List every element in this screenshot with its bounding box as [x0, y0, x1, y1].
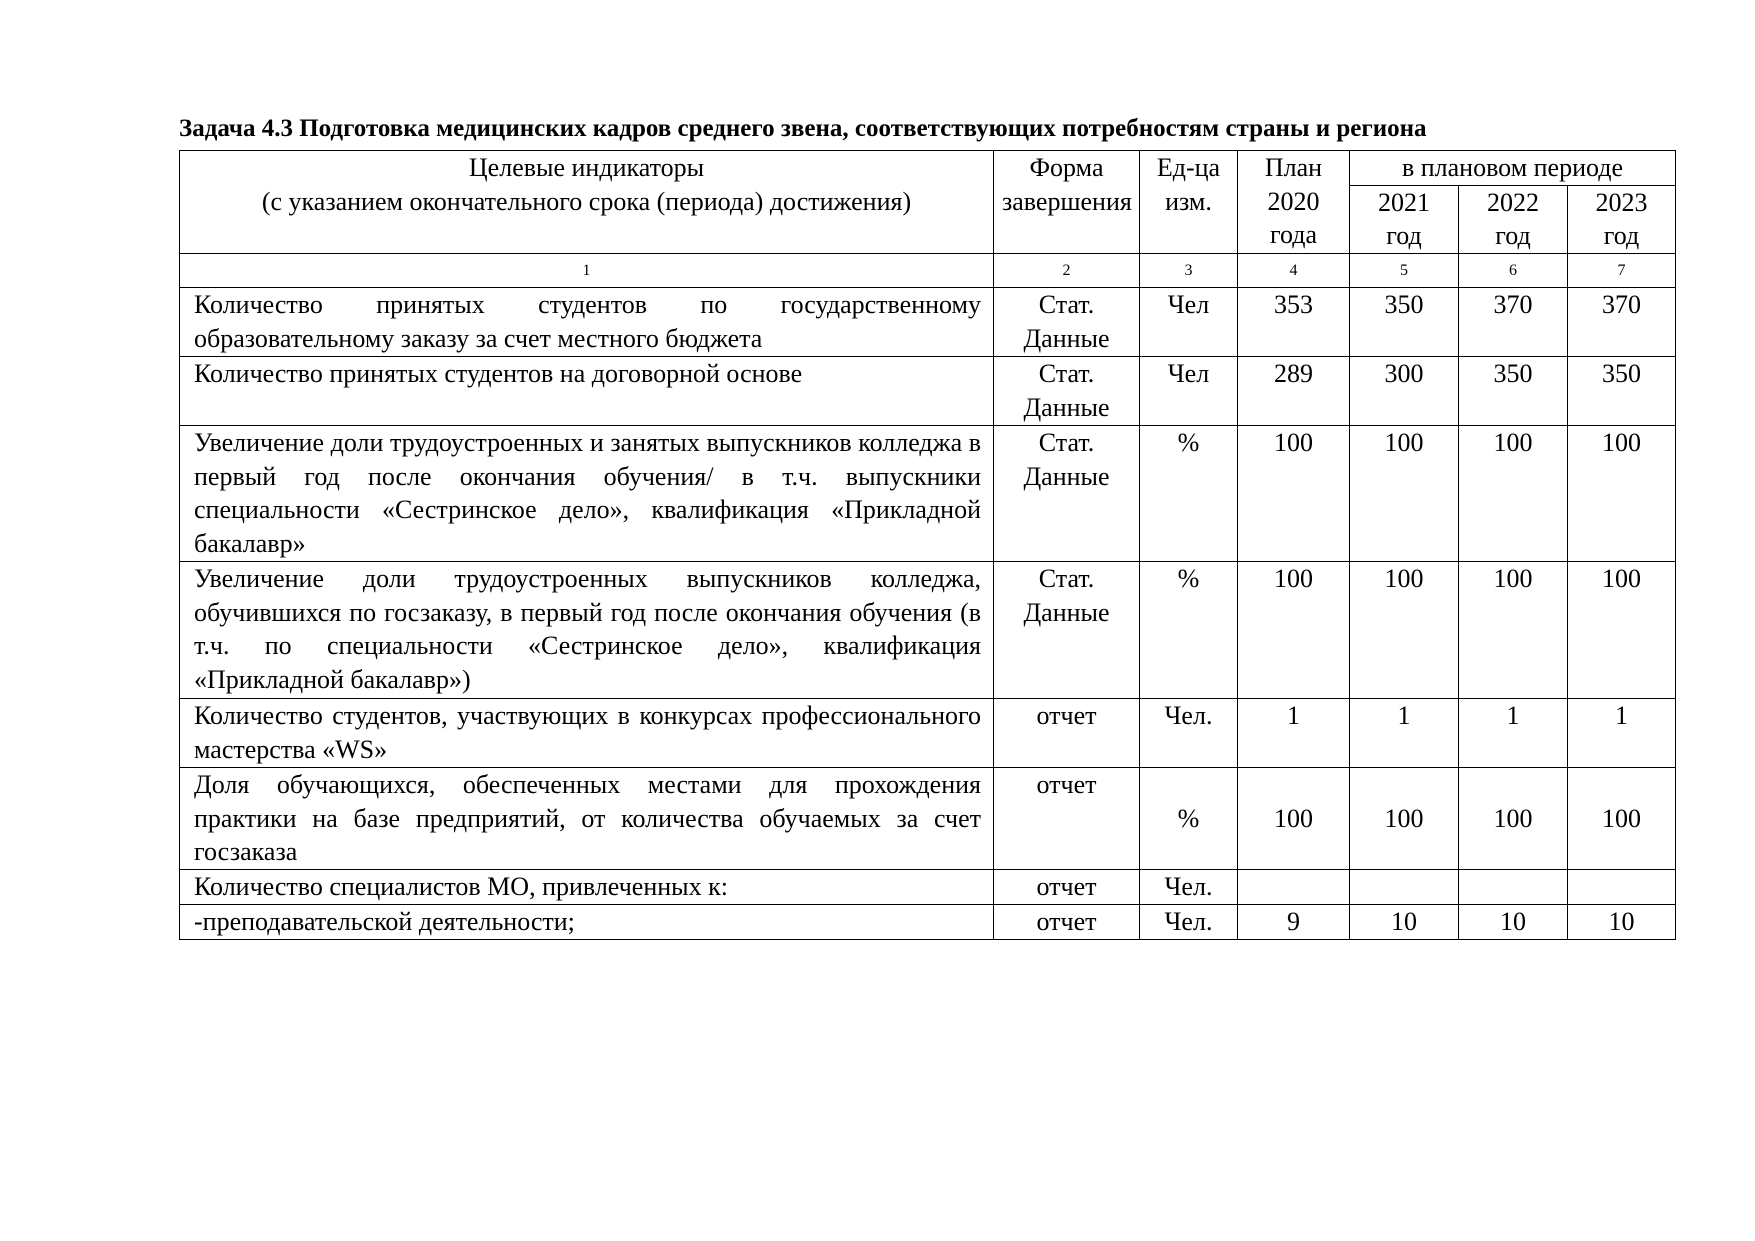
plan-cell: 9 [1238, 905, 1350, 940]
column-numbers-row [180, 253, 1676, 288]
unit-cell: % [1140, 562, 1238, 699]
year-2022-cell: 370 [1459, 288, 1568, 357]
header-indicators-title: Целевые индикаторы [468, 153, 705, 182]
year-2023-cell: 100 [1568, 768, 1676, 870]
indicator-cell: Увеличение доли трудоустроенных выпускников колледжа, обучившихся по госзаказу, в первый год после окончания обучения (в т.ч. по специальности «Сестринское дело», квалификация «Прикладной бакалавр») [180, 562, 994, 699]
table-row [180, 288, 1676, 357]
plan-cell: 353 [1238, 288, 1350, 357]
year-2021-cell: 1 [1350, 699, 1459, 768]
table-row [180, 768, 1676, 870]
plan-cell: 100 [1238, 768, 1350, 870]
form-cell: отчет [994, 699, 1140, 768]
unit-cell: Чел. [1140, 870, 1238, 905]
plan-cell: 289 [1238, 357, 1350, 426]
form-cell: Стат. Данные [994, 357, 1140, 426]
year-2023-cell: 370 [1568, 288, 1676, 357]
form-cell: отчет [994, 768, 1140, 870]
table-row [180, 426, 1676, 562]
year-2023-cell [1568, 870, 1676, 905]
form-cell: отчет [994, 870, 1140, 905]
table-row [180, 357, 1676, 426]
unit-cell: Чел. [1140, 905, 1238, 940]
unit-cell: % [1140, 768, 1238, 870]
table-row [180, 699, 1676, 768]
header-indicators-subtitle: (с указанием окончательного срока (периода) достижения) [261, 186, 912, 216]
year-2021-cell: 300 [1350, 357, 1459, 426]
header-year-2023: 2023 год [1568, 185, 1676, 253]
year-2022-cell: 1 [1459, 699, 1568, 768]
year-2023-cell: 10 [1568, 905, 1676, 940]
form-cell: Стат. Данные [994, 288, 1140, 357]
form-cell: отчет [994, 905, 1140, 940]
plan-cell: 1 [1238, 699, 1350, 768]
year-2022-cell: 100 [1459, 562, 1568, 699]
year-2023-cell: 1 [1568, 699, 1676, 768]
unit-cell: Чел [1140, 288, 1238, 357]
year-2022-cell: 100 [1459, 768, 1568, 870]
year-2021-cell: 350 [1350, 288, 1459, 357]
indicator-cell: Доля обучающихся, обеспеченных местами для прохождения практики на базе предприятий, от количества обучаемых за счет госзаказа [180, 768, 994, 870]
table-row [180, 562, 1676, 699]
indicator-cell: Количество специалистов МО, привлеченных к: [180, 870, 994, 905]
header-year-2021: 2021 год [1350, 185, 1459, 253]
year-2022-cell [1459, 870, 1568, 905]
unit-cell: Чел [1140, 357, 1238, 426]
header-row [180, 151, 1676, 186]
year-2021-cell: 100 [1350, 426, 1459, 562]
column-number: 6 [1459, 253, 1568, 288]
unit-cell: % [1140, 426, 1238, 562]
header-period: в плановом периоде [1350, 151, 1676, 186]
column-number: 1 [180, 253, 994, 288]
header-unit: Ед-ца изм. [1140, 151, 1238, 254]
header-form: Форма завершения [994, 151, 1140, 254]
indicator-cell: -преподавательской деятельности; [180, 905, 994, 940]
page-title: Задача 4.3 Подготовка медицинских кадров среднего звена, соответствующих потребностям страны и региона [179, 115, 1427, 142]
year-2023-cell: 100 [1568, 562, 1676, 699]
year-2022-cell: 10 [1459, 905, 1568, 940]
year-2021-cell: 100 [1350, 562, 1459, 699]
column-number: 5 [1350, 253, 1459, 288]
header-year-2022: 2022 год [1459, 185, 1568, 253]
year-2021-cell [1350, 870, 1459, 905]
indicator-cell: Увеличение доли трудоустроенных и занятых выпускников колледжа в первый год после окончания обучения/ в т.ч. выпускники специальности «Сестринское дело», квалификация «Прикладной бакалавр» [180, 426, 994, 562]
column-number: 2 [994, 253, 1140, 288]
table-row [180, 905, 1676, 940]
indicator-cell: Количество принятых студентов на договорной основе [180, 357, 994, 426]
year-2023-cell: 350 [1568, 357, 1676, 426]
plan-cell: 100 [1238, 426, 1350, 562]
indicator-cell: Количество студентов, участвующих в конкурсах профессионального мастерства «WS» [180, 699, 994, 768]
year-2021-cell: 100 [1350, 768, 1459, 870]
year-2021-cell: 10 [1350, 905, 1459, 940]
column-number: 4 [1238, 253, 1350, 288]
form-cell: Стат. Данные [994, 562, 1140, 699]
table-row [180, 870, 1676, 905]
header-indicators [180, 151, 994, 254]
year-2023-cell: 100 [1568, 426, 1676, 562]
plan-cell [1238, 870, 1350, 905]
indicator-cell: Количество принятых студентов по государственному образовательному заказу за счет местного бюджета [180, 288, 994, 357]
header-plan: План 2020 года [1238, 151, 1350, 254]
year-2022-cell: 100 [1459, 426, 1568, 562]
unit-cell: Чел. [1140, 699, 1238, 768]
plan-cell: 100 [1238, 562, 1350, 699]
year-2022-cell: 350 [1459, 357, 1568, 426]
form-cell: Стат. Данные [994, 426, 1140, 562]
indicators-table [179, 150, 1676, 940]
column-number: 7 [1568, 253, 1676, 288]
column-number: 3 [1140, 253, 1238, 288]
